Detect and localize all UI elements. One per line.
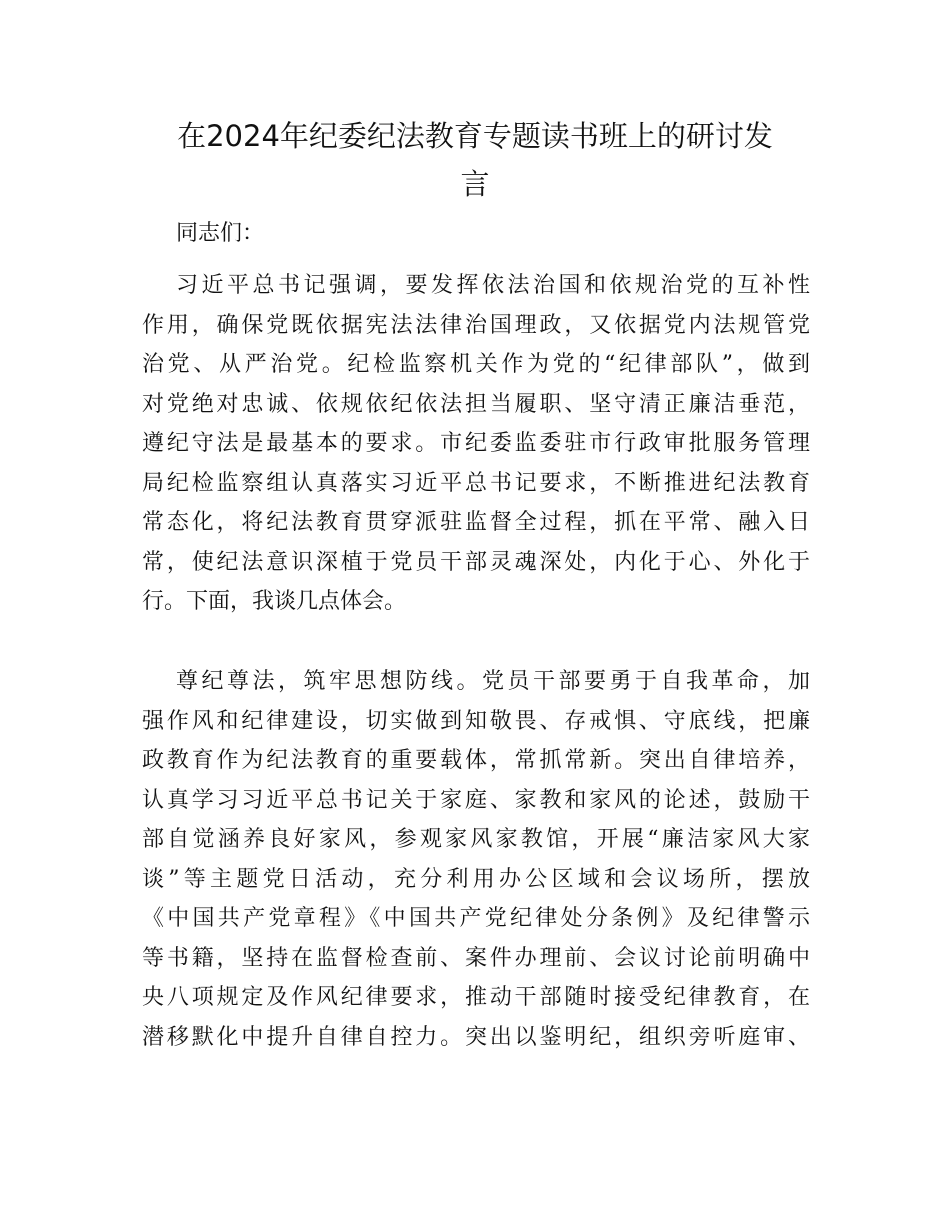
salutation: 同志们： [176, 221, 265, 246]
paragraph-line: 尊纪尊法，筑牢思想防线。党员干部要勇于自我革命，加 [176, 669, 810, 694]
document-title [140, 112, 810, 208]
paragraph-line: 治党、从严治党。纪检监察机关作为党的“纪律部队”，做到 [142, 352, 810, 377]
paragraph-line: 等书籍，坚持在监督检查前、案件办理前、会议讨论前明确中 [142, 945, 810, 971]
paragraph-line: 认真学习习近平总书记关于家庭、家教和家风的论述，鼓励干 [142, 787, 810, 813]
paragraph [142, 266, 810, 622]
paragraph-line: 潜移默化中提升自律自控力。突出以鉴明纪，组织旁听庭审、 [142, 1024, 810, 1050]
paragraph-line: 行。下面，我谈几点体会。 [142, 589, 407, 614]
title-line: 言 [460, 167, 490, 201]
paragraph-line: 《中国共产党章程》《中国共产党纪律处分条例》及纪律警示 [142, 906, 810, 931]
paragraph [142, 662, 810, 1057]
paragraph-line: 习近平总书记强调，要发挥依法治国和依规治党的互补性 [176, 273, 810, 298]
paragraph-line: 常，使纪法意识深植于党员干部灵魂深处，内化于心、外化于 [142, 549, 810, 575]
paragraph-line: 作用，确保党既依据宪法法律治国理政，又依据党内法规管党 [142, 312, 810, 338]
paragraph-line: 谈”等主题党日活动，充分利用办公区域和会议场所，摆放 [142, 866, 810, 892]
paragraph-line: 政教育作为纪法教育的重要载体，常抓常新。突出自律培养， [142, 748, 810, 773]
title-line: 在2024年纪委纪法教育专题读书班上的研讨发 [177, 119, 773, 153]
paragraph-line: 央八项规定及作风纪律要求，推动干部随时接受纪律教育，在 [142, 985, 810, 1010]
paragraph-line: 遵纪守法是最基本的要求。市纪委监委驻市行政审批服务管理 [142, 431, 810, 456]
paragraph-line: 常态化，将纪法教育贯穿派驻监督全过程，抓在平常、融入日 [142, 510, 810, 535]
paragraph-line: 局纪检监察组认真落实习近平总书记要求，不断推进纪法教育 [142, 470, 810, 496]
paragraph-line: 对党绝对忠诚、依规依纪依法担当履职、坚守清正廉洁垂范， [142, 391, 810, 417]
paragraph-line: 部自觉涵养良好家风，参观家风家教馆，开展“廉洁家风大家 [142, 827, 810, 852]
paragraph-line: 强作风和纪律建设，切实做到知敬畏、存戒惧、守底线，把廉 [142, 708, 810, 734]
